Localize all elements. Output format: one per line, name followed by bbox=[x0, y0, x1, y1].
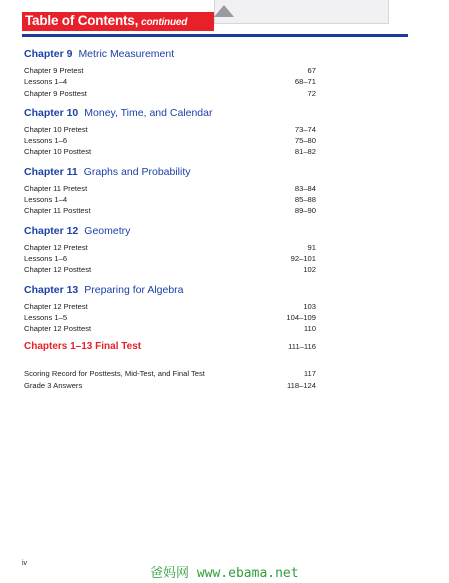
entry-pages: 117 bbox=[303, 369, 316, 379]
toc-entry[interactable] bbox=[24, 205, 316, 216]
toc-entry[interactable] bbox=[24, 135, 316, 146]
entry-pages: 102 bbox=[303, 265, 316, 275]
chapter-section bbox=[24, 164, 316, 217]
entry-label: Chapter 12 Pretest bbox=[24, 301, 88, 311]
entry-label: Chapter 12 Pretest bbox=[24, 242, 88, 252]
toc-entry[interactable] bbox=[24, 312, 316, 323]
header-tab bbox=[22, 12, 214, 31]
entry-label: Chapter 10 Posttest bbox=[24, 147, 92, 157]
chapter-heading[interactable] bbox=[24, 164, 316, 181]
entry-label: Lessons 1–4 bbox=[24, 77, 68, 87]
toc-entry[interactable] bbox=[24, 264, 316, 275]
chapter-section bbox=[24, 46, 316, 99]
chapter-section bbox=[24, 282, 316, 335]
entry-pages: 110 bbox=[303, 324, 316, 334]
chapter-number: Chapter 10 bbox=[24, 106, 79, 119]
chapter-title: Geometry bbox=[84, 224, 131, 237]
header-notch bbox=[214, 5, 234, 17]
entry-label: Lessons 1–5 bbox=[24, 312, 68, 322]
chapter-title: Graphs and Probability bbox=[83, 165, 191, 178]
title-continued: continued bbox=[141, 17, 188, 28]
chapter-number: Chapter 11 bbox=[24, 165, 78, 178]
toc-entry[interactable] bbox=[24, 301, 316, 312]
entry-label: Chapter 11 Posttest bbox=[24, 206, 91, 216]
title-text: Table of Contents, bbox=[25, 13, 139, 28]
entry-pages: 85–88 bbox=[294, 195, 316, 205]
toc-entry[interactable] bbox=[24, 65, 316, 76]
page-number: iv bbox=[22, 560, 28, 567]
final-test-entry[interactable] bbox=[24, 340, 316, 354]
toc-entry[interactable] bbox=[24, 242, 316, 253]
page-title bbox=[25, 13, 187, 28]
chapter-section bbox=[24, 105, 316, 158]
header-box bbox=[214, 0, 389, 24]
chapter-number: Chapter 9 bbox=[24, 48, 73, 60]
entry-label: Chapter 12 Posttest bbox=[24, 265, 92, 275]
misc-entries bbox=[24, 368, 316, 391]
chapter-number: Chapter 13 bbox=[24, 283, 79, 296]
entry-pages: 72 bbox=[307, 88, 316, 98]
entry-pages: 83–84 bbox=[294, 183, 316, 193]
entry-label: Scoring Record for Posttests, Mid-Test, and Final Test bbox=[24, 369, 205, 379]
chapter-heading[interactable] bbox=[24, 282, 316, 299]
entry-pages: 91 bbox=[307, 242, 316, 252]
entry-label: Lessons 1–6 bbox=[24, 136, 68, 146]
toc-entry[interactable] bbox=[24, 253, 316, 264]
toc-entry[interactable] bbox=[24, 124, 316, 135]
entry-label: Chapter 11 Pretest bbox=[24, 183, 88, 193]
toc-entry[interactable] bbox=[24, 380, 316, 391]
entry-label: Chapter 10 Pretest bbox=[24, 124, 88, 134]
toc-entry[interactable] bbox=[24, 146, 316, 157]
entry-pages: 118–124 bbox=[287, 380, 316, 390]
entry-label: Chapter 9 Pretest bbox=[24, 66, 84, 75]
entry-pages: 81–82 bbox=[294, 147, 316, 157]
entry-pages: 68–71 bbox=[294, 77, 316, 87]
entry-label: Lessons 1–6 bbox=[24, 253, 68, 263]
entry-label: Chapter 12 Posttest bbox=[24, 324, 92, 334]
chapter-heading[interactable] bbox=[24, 46, 316, 63]
entry-label: Lessons 1–4 bbox=[24, 195, 68, 205]
toc-entry[interactable] bbox=[24, 88, 316, 99]
final-test-label: Chapters 1–13 Final Test bbox=[24, 341, 142, 353]
entry-label: Chapter 9 Posttest bbox=[24, 88, 87, 98]
chapter-heading[interactable] bbox=[24, 223, 316, 240]
entry-pages: 104–109 bbox=[286, 312, 316, 322]
entry-label: Grade 3 Answers bbox=[24, 380, 83, 390]
chapter-title: Metric Measurement bbox=[78, 48, 175, 60]
toc-entry[interactable] bbox=[24, 76, 316, 87]
entry-pages: 67 bbox=[307, 66, 316, 75]
chapter-number: Chapter 12 bbox=[24, 224, 79, 237]
final-test-pages: 111–116 bbox=[288, 342, 316, 352]
watermark: 爸妈网 www.ebama.net bbox=[150, 566, 299, 581]
entry-pages: 73–74 bbox=[294, 124, 316, 134]
entry-pages: 89–90 bbox=[294, 206, 316, 216]
table-of-contents bbox=[24, 46, 316, 391]
entry-pages: 75–80 bbox=[294, 136, 316, 146]
toc-entry[interactable] bbox=[24, 323, 316, 334]
entry-pages: 103 bbox=[303, 301, 316, 311]
entry-pages: 92–101 bbox=[290, 253, 316, 263]
toc-entry[interactable] bbox=[24, 194, 316, 205]
header-rule bbox=[22, 34, 408, 37]
toc-entry[interactable] bbox=[24, 368, 316, 379]
chapter-title: Money, Time, and Calendar bbox=[84, 106, 213, 119]
toc-entry[interactable] bbox=[24, 183, 316, 194]
chapter-title: Preparing for Algebra bbox=[84, 283, 184, 296]
chapter-heading[interactable] bbox=[24, 105, 316, 122]
chapter-section bbox=[24, 223, 316, 276]
